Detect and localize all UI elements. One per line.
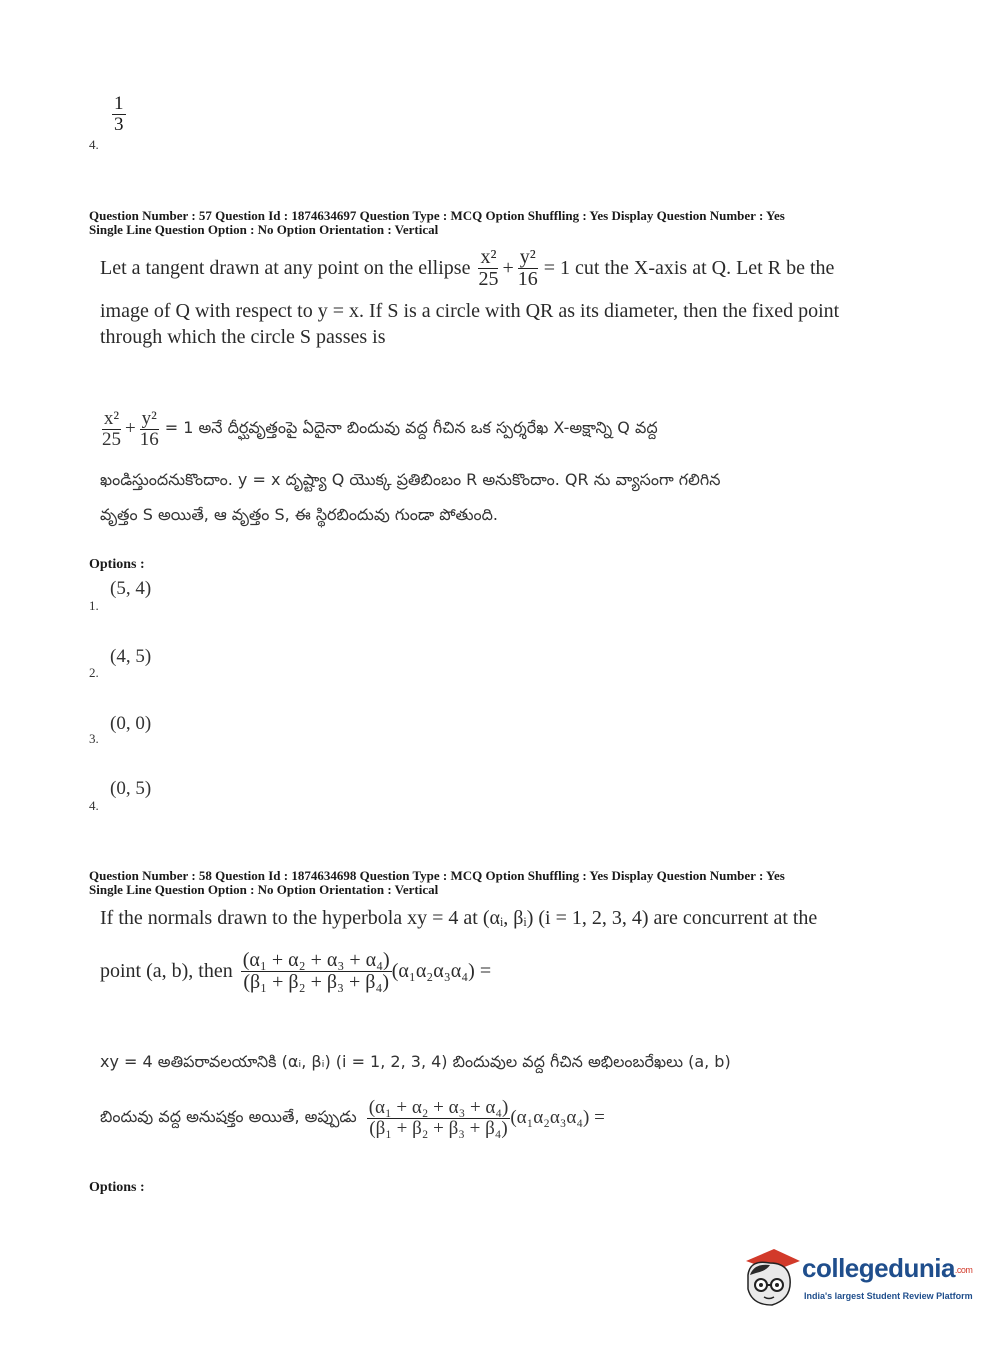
- q57-frac-b-num: y²: [519, 245, 536, 268]
- q58-english-line1: If the normals drawn to the hyperbola xy = 4 at (αᵢ, βᵢ) (i = 1, 2, 3, 4) are concurrent at the: [100, 907, 818, 929]
- prev-option-value[interactable]: [112, 94, 126, 135]
- q57-option-3[interactable]: (0, 0): [110, 713, 152, 734]
- q57-english-line1: Let a tangent drawn at any point on the ellipse $\frac{\text{x²}}{25}$ + $\frac{\text{y²}}{16}$ = 1 cut the X-axis at Q. Let R be the: [100, 245, 835, 290]
- q58-telugu-line1: xy = 4 అతిపరావలయానికి (αᵢ, βᵢ) (i = 1, 2, 3, 4) బిందువుల వద్ద గీచిన అభిలంబరేఖలు (a, b): [100, 1052, 731, 1071]
- q57-en-line1-b: = 1 cut the X-axis at Q. Let R be the: [543, 256, 835, 279]
- q57-option-1[interactable]: (5, 4): [110, 578, 152, 599]
- q57-te-frac-b-num: y²: [141, 407, 157, 429]
- q58-frac-den: (β₁ + β₂ + β₃ + β₄): [243, 970, 390, 993]
- q57-meta-line1: Question Number : 57 Question Id : 1874634697 Question Type : MCQ Option Shuffling : Yes Display Question Number : Yes: [89, 208, 785, 223]
- q58-meta-line2: Single Line Question Option : No Option Orientation : Vertical: [89, 882, 439, 897]
- student-mascot-icon: [740, 1245, 800, 1311]
- collegedunia-logo[interactable]: [740, 1245, 973, 1315]
- brand-tagline: India's largest Student Review Platform: [804, 1291, 973, 1301]
- q57-frac-a-num: x²: [480, 245, 497, 268]
- q58-te-frac-den: (β₁ + β₂ + β₃ + β₄): [369, 1117, 508, 1139]
- q57-frac-a: [476, 247, 500, 290]
- q57-te-frac-b: [138, 409, 161, 450]
- brand-suffix: .com: [954, 1265, 973, 1276]
- q57-english-line3: through which the circle S passes is: [100, 326, 386, 348]
- q57-frac-b-den: 16: [517, 267, 538, 290]
- q57-frac-a-den: 25: [478, 267, 499, 290]
- q57-options-label: Options :: [89, 557, 145, 572]
- q57-option-4-number: 4.: [89, 798, 99, 813]
- q58-te-frac: [367, 1098, 511, 1139]
- q57-te-frac-a-den: 25: [102, 428, 121, 450]
- q58-te-line2-prefix: బిందువు వద్ద అనుషక్తం అయితే, అప్పుడు: [100, 1106, 357, 1126]
- q57-option-4[interactable]: (0, 5): [110, 778, 152, 799]
- q57-te-line1-text: = 1 అనే దీర్ఘవృత్తంపై ఏదైనా బిందువు వద్ద గీచిన ఒక స్పర్శరేఖ X-అక్షాన్ని Q వద్ద: [164, 417, 658, 437]
- brand-name: collegedunia: [802, 1253, 955, 1283]
- q58-english-line2: [100, 943, 491, 999]
- q57-telugu-line2: ఖండిస్తుందనుకొందాం. y = x దృష్ట్యా Q యొక్క ప్రతిబింబం R అనుకొందాం. QR ను వ్యాసంగా గలిగిన: [100, 470, 721, 489]
- q57-frac-b: [516, 247, 540, 290]
- q57-te-frac-a: [100, 409, 123, 450]
- prev-option-denominator: 3: [114, 113, 124, 135]
- q57-option-2-number: 2.: [89, 665, 99, 680]
- q57-option-1-number: 1.: [89, 598, 99, 613]
- q57-option-2[interactable]: (4, 5): [110, 646, 152, 667]
- q58-en-line2-prefix: point (a, b), then: [100, 959, 233, 982]
- prev-option-numerator: 1: [114, 93, 124, 114]
- q57-english-line2: image of Q with respect to y = x. If S is a circle with QR as its diameter, then the fixed point: [100, 300, 840, 322]
- q57-option-3-number: 3.: [89, 731, 99, 746]
- q57-telugu-line3: వృత్తం S అయితే, ఆ వృత్తం S, ఈ స్థిరబిందువు గుండా పోతుంది.: [100, 505, 499, 524]
- q58-te-frac-tail: (α₁α₂α₃α₄) =: [510, 1107, 605, 1128]
- q58-frac-num: (α₁ + α₂ + α₃ + α₄): [242, 948, 390, 971]
- q58-frac: [241, 950, 392, 993]
- q57-te-frac-a-num: x²: [103, 407, 120, 429]
- q57-telugu-line1: $\frac{\text{x²}}{25}$ + $\frac{\text{y²}}{16}$ = 1 అనే దీర్ఘవృత్తంపై ఏదైనా బిందువు వద్ద గీచిన ఒక స్పర్శరేఖ X-అక్షాన్ని Q వద్ద: [102, 407, 658, 450]
- q58-frac-tail: (α₁α₂α₃α₄) =: [391, 959, 492, 982]
- q57-te-frac-b-den: 16: [139, 428, 159, 450]
- q57-meta-line2: Single Line Question Option : No Option Orientation : Vertical: [89, 222, 439, 237]
- q58-meta-line1: Question Number : 58 Question Id : 1874634698 Question Type : MCQ Option Shuffling : Yes Display Question Number : Yes: [89, 868, 785, 883]
- q58-te-frac-num: (α₁ + α₂ + α₃ + α₄): [368, 1096, 509, 1118]
- prev-option-number: 4.: [89, 137, 99, 152]
- q58-options-label: Options :: [89, 1180, 145, 1195]
- q58-telugu-line2: [100, 1088, 605, 1148]
- q57-en-line1-a: Let a tangent drawn at any point on the ellipse: [100, 256, 471, 279]
